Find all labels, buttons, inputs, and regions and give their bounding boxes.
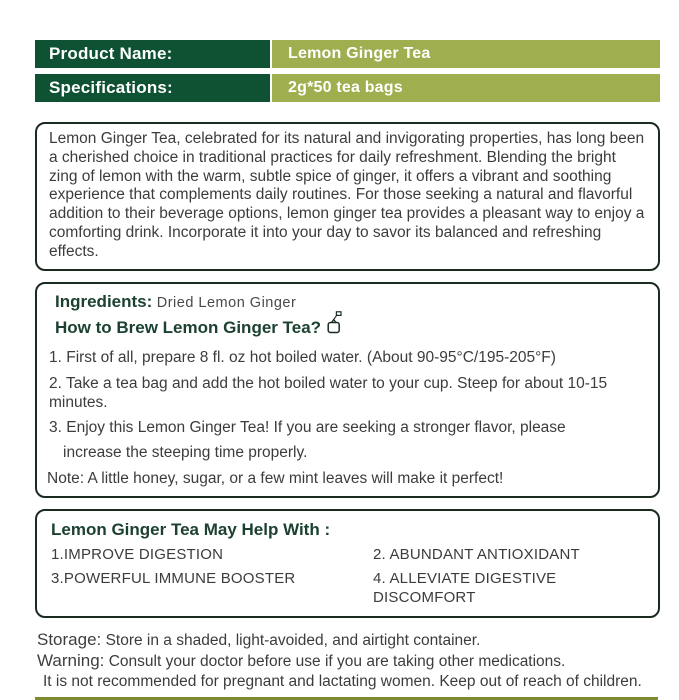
ingredients-value: Dried Lemon Ginger	[156, 294, 297, 311]
product-name-value: Lemon Ginger Tea	[272, 40, 660, 68]
benefit-item-1: 1.IMPROVE DIGESTION	[51, 546, 224, 564]
description-box	[35, 122, 660, 271]
benefit-item-2: 2. ABUNDANT ANTIOXIDANT	[373, 546, 580, 564]
teabag-icon	[327, 311, 343, 342]
brew-step-3-continued: increase the steeping time properly.	[63, 444, 308, 462]
storage-line	[37, 630, 660, 651]
specifications-value: 2g*50 tea bags	[272, 74, 660, 102]
description-text: Lemon Ginger Tea, celebrated for its natural and invigorating properties, has long been a cherished choice in traditional practices for daily refreshment. Blending the bright zing of lemon with the warm, subtle spice of ginger, it offers a vibrant and soothing experience that complements daily routines. For those seeking a natural and flavorful addition to their beverage options, lemon ginger tea provides a pleasant way to enjoy a comforting drink. Incorporate it into your day to savor its balanced and refreshing effects.	[49, 130, 645, 260]
brew-step-2: 2. Take a tea bag and add the hot boiled water to your cup. Steep for about 10-15 minutes.	[49, 374, 608, 411]
specifications-row	[35, 74, 660, 102]
product-name-label: Product Name:	[35, 40, 270, 68]
benefit-item-4: 4. ALLEVIATE DIGESTIVE DISCOMFORT	[373, 570, 557, 607]
brew-box	[35, 282, 660, 499]
warning-line	[37, 651, 660, 672]
benefits-box	[35, 509, 660, 618]
brew-heading: How to Brew Lemon Ginger Tea?	[55, 318, 322, 338]
specifications-label: Specifications:	[35, 74, 270, 102]
product-name-row	[35, 40, 660, 68]
warning-text: Consult your doctor before use if you are taking other medications.	[108, 653, 566, 671]
warning-text-2: It is not recommended for pregnant and lactating women. Keep out of reach of children.	[43, 673, 642, 691]
brew-heading-line	[55, 315, 648, 342]
brew-step-1: 1. First of all, prepare 8 fl. oz hot boiled water. (About 90-95°C/195-205°F)	[49, 349, 556, 367]
brew-step-3: 3. Enjoy this Lemon Ginger Tea! If you are seeking a stronger flavor, please	[49, 419, 566, 437]
benefits-list	[51, 545, 644, 607]
benefits-heading: Lemon Ginger Tea May Help With :	[51, 520, 331, 540]
ingredients-line	[55, 290, 648, 315]
content-area	[35, 40, 660, 700]
benefit-item-3: 3.POWERFUL IMMUNE BOOSTER	[51, 570, 296, 588]
warning-label: Warning:	[37, 651, 105, 671]
storage-text: Store in a shaded, light-avoided, and airtight container.	[105, 632, 481, 650]
ingredients-label: Ingredients:	[55, 291, 153, 311]
brew-note: Note: A little honey, sugar, or a few mint leaves will make it perfect!	[47, 470, 504, 488]
storage-label: Storage:	[37, 630, 102, 650]
storage-warning-section	[35, 630, 660, 692]
